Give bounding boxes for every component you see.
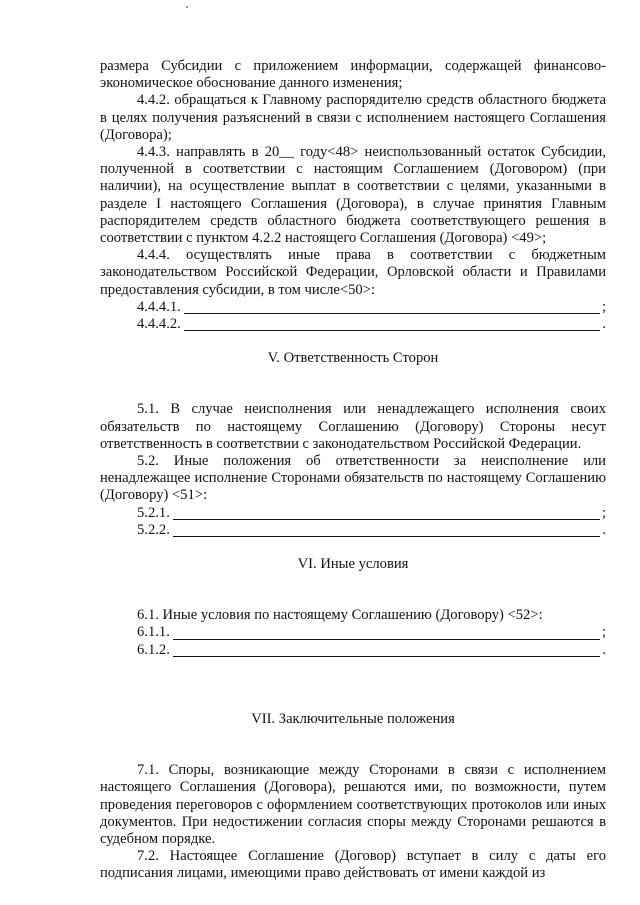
paragraph-5-2: 5.2. Иные положения об ответственности за неисполнение или ненадлежащее исполнение Сторонами обязательств по настоящему Соглашению (Договору) <51>: <box>100 453 606 504</box>
blank-line <box>184 300 600 314</box>
paragraph-5-1: 5.1. В случае неисполнения или ненадлежащего исполнения своих обязательств по настоящему Соглашению (Договору) Стороны несут ответственность в соответствии с законодательством Российской Федерации. <box>100 401 606 452</box>
section-v-heading: V. Ответственность Сторон <box>267 350 439 367</box>
blank-line <box>184 317 601 331</box>
fill-terminator: ; <box>601 624 606 641</box>
fill-terminator: . <box>602 521 606 538</box>
paragraph-4-4-4: 4.4.4. осуществлять иные права в соответствии с бюджетным законодательством Российской Федерации, Орловской области и Правилами предоставления субсидии, в том числе<50>: <box>100 247 606 298</box>
fill-line-4-4-4-2 <box>100 316 606 333</box>
document-body <box>100 58 606 883</box>
fill-terminator: . <box>602 316 606 333</box>
paragraph-6-1: 6.1. Иные условия по настоящему Соглашению (Договору) <52>: <box>137 607 543 624</box>
blank-line <box>173 626 600 640</box>
fill-label: 5.2.2. <box>137 521 170 538</box>
fill-label: 6.1.2. <box>137 641 170 658</box>
fill-terminator: . <box>602 641 606 658</box>
paragraph-4-4-3: 4.4.3. направлять в 20__ году<48> неиспользованный остаток Субсидии, полученной в соответствии с настоящим Соглашением (Договором) (при наличии), на осуществление выплат в соответствии с целями, указанными в разделе I настоящего Соглашения (Договора), в случае принятия Главным распорядителем средств областного бюджета соответствующего решения в соответствии с пунктом 4.2.2 настоящего Соглашения (Договора) <49>; <box>100 144 606 247</box>
fill-label: 5.2.1. <box>137 504 170 521</box>
fill-line-5-2-2 <box>100 522 606 539</box>
blank-line <box>173 643 601 657</box>
fill-label: 4.4.4.2. <box>137 316 181 333</box>
fill-terminator: ; <box>601 504 606 521</box>
fill-label: 6.1.1. <box>137 624 170 641</box>
section-vi-heading: VI. Иные условия <box>297 556 409 573</box>
fill-label: 4.4.4.1. <box>137 298 181 315</box>
paragraph-7-2: 7.2. Настоящее Соглашение (Договор) вступает в силу с даты его подписания лицами, имеющими право действовать от имени каждой из <box>100 848 606 882</box>
blank-line <box>173 523 601 537</box>
blank-line <box>173 506 600 520</box>
fill-line-4-4-4-1 <box>100 299 606 316</box>
scan-speck <box>186 6 188 8</box>
paragraph-7-1: 7.1. Споры, возникающие между Сторонами в связи с исполнением настоящего Соглашения (Договора), решаются ими, по возможности, путем проведения переговоров с оформлением соответствующих протоколов или иных документов. При недостижении согласия споры между Сторонами решаются в судебном порядке. <box>100 762 606 847</box>
fill-line-6-1-1 <box>100 624 606 641</box>
fill-line-6-1-2 <box>100 642 606 659</box>
paragraph-4-4-1-continuation: размера Субсидии с приложением информации, содержащей финансово-экономическое обоснование данного изменения; <box>100 58 606 92</box>
paragraph-4-4-2: 4.4.2. обращаться к Главному распорядителю средств областного бюджета в целях получения разъяснений в связи с исполнением настоящего Соглашения (Договора); <box>100 92 606 143</box>
section-vii-heading: VII. Заключительные положения <box>251 710 455 727</box>
fill-line-5-2-1 <box>100 505 606 522</box>
fill-terminator: ; <box>601 298 606 315</box>
